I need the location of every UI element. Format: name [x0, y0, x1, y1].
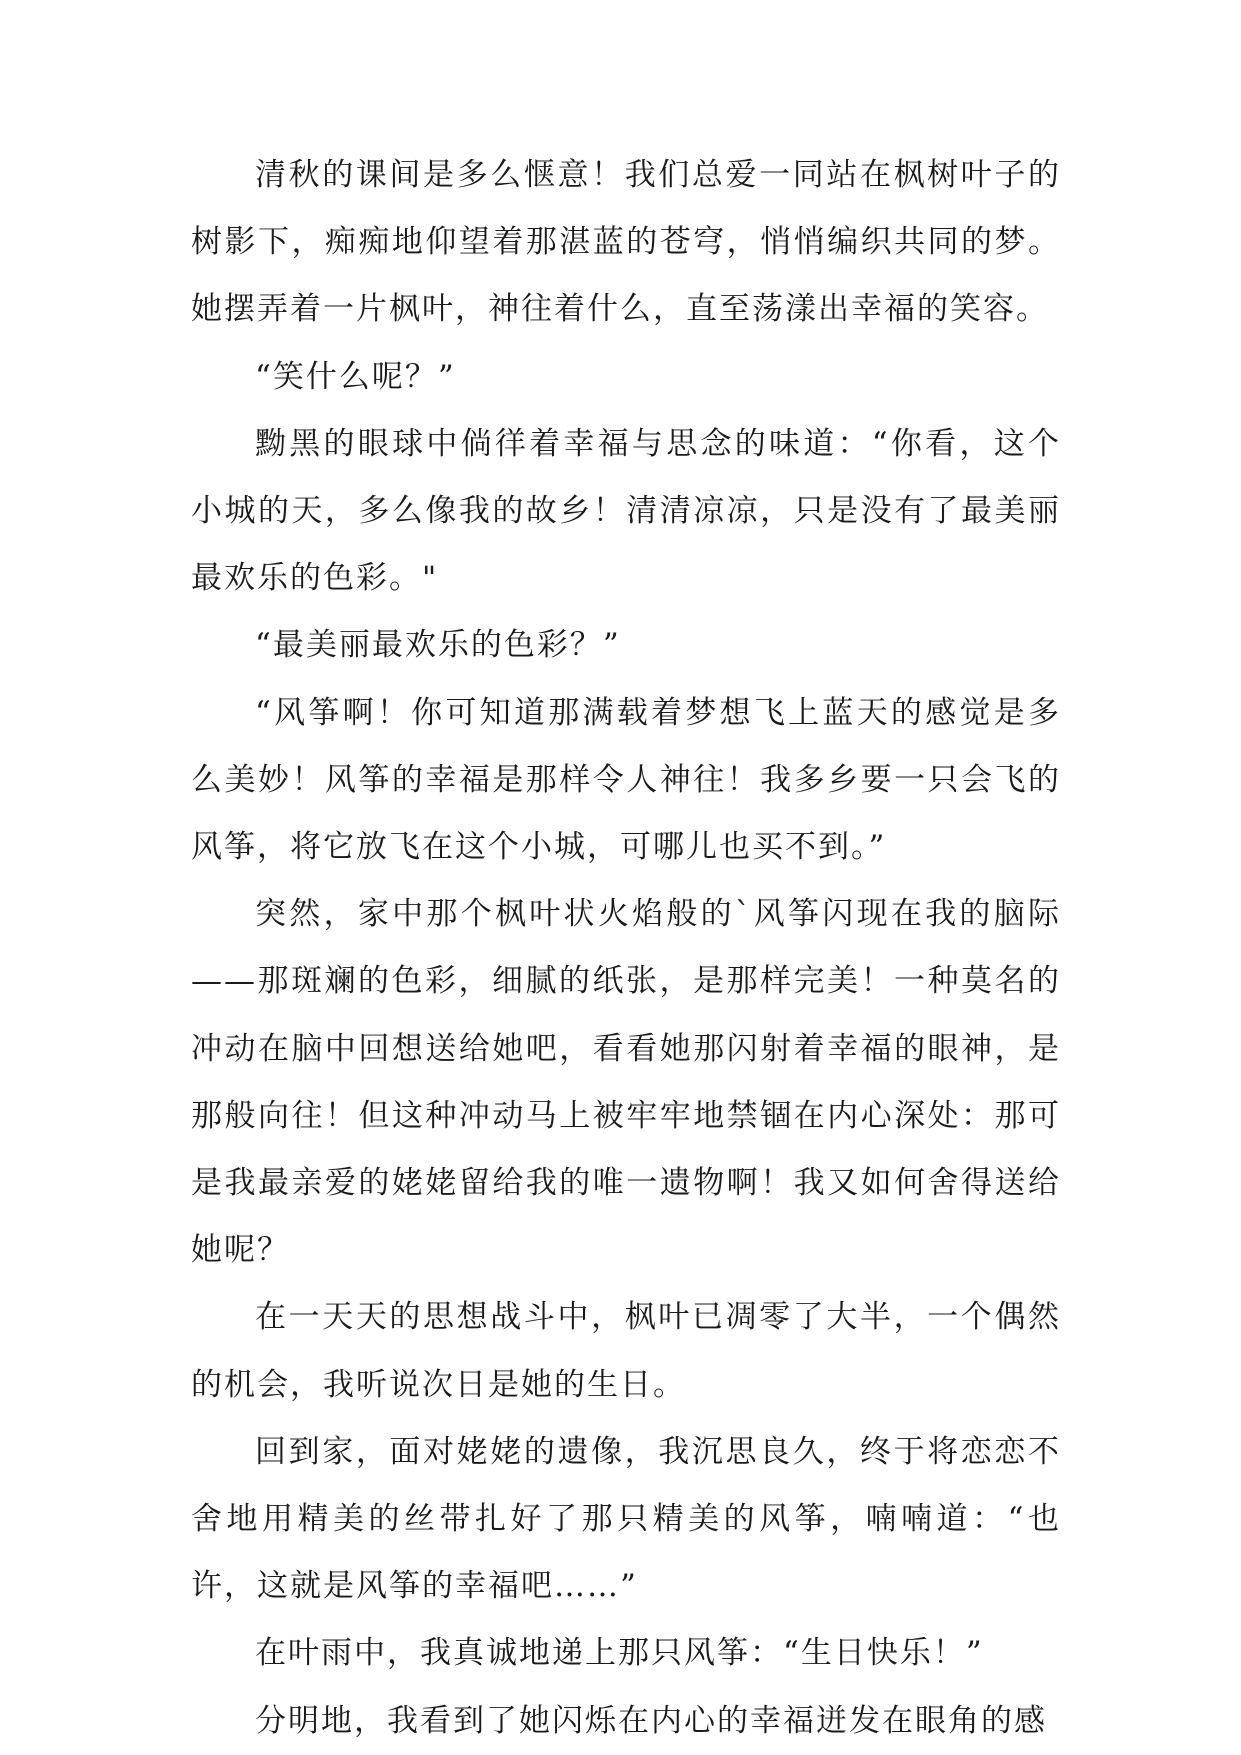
document-page: [191, 142, 1061, 1755]
paragraph-8: 回到家，面对姥姥的遗像，我沉思良久，终于将恋恋不舍地用精美的丝带扎好了那只精美的风筝，喃喃道：“也许，这就是风筝的幸福吧……”: [191, 1433, 1061, 1605]
paragraph-7: 在一天天的思想战斗中，枫叶已凋零了大半，一个偶然的机会，我听说次日是她的生日。: [191, 1299, 1061, 1403]
paragraph-10: 分明地，我看到了她闪烁在内心的幸福迸发在眼角的感: [255, 1702, 1047, 1739]
paragraph-1: 清秋的课间是多么惬意！我们总爱一同站在枫树叶子的树影下，痴痴地仰望着那湛蓝的苍穹，悄悄编织共同的梦。她摆弄着一片枫叶，神往着什么，直至荡漾出幸福的笑容。: [191, 157, 1061, 328]
paragraph-2: “笑什么呢？”: [255, 358, 456, 395]
paragraph-4: “最美丽最欢乐的色彩？”: [255, 627, 621, 664]
paragraph-9: 在叶雨中，我真诚地递上那只风筝：“生日快乐！”: [255, 1635, 984, 1672]
paragraph-3: 黝黑的眼球中倘徉着幸福与思念的味道：“你看，这个小城的天，多么像我的故乡！清清凉凉，只是没有了最美丽最欢乐的色彩。": [191, 425, 1061, 597]
paragraph-5: “风筝啊！你可知道那满载着梦想飞上蓝天的感觉是多么美妙！风筝的幸福是那样令人神往！我多乡要一只会飞的风筝，将它放飞在这个小城，可哪儿也买不到。”: [191, 694, 1061, 866]
paragraph-6: 突然，家中那个枫叶状火焰般的`风筝闪现在我的脑际——那斑斓的色彩，细腻的纸张，是那样完美！一种莫名的冲动在脑中回想送给她吧，看看她那闪射着幸福的眼神，是那般向往！但这种冲动马上被牢牢地禁锢在内心深处：那可是我最亲爱的姥姥留给我的唯一遗物啊！我又如何舍得送给她呢？: [191, 896, 1061, 1269]
